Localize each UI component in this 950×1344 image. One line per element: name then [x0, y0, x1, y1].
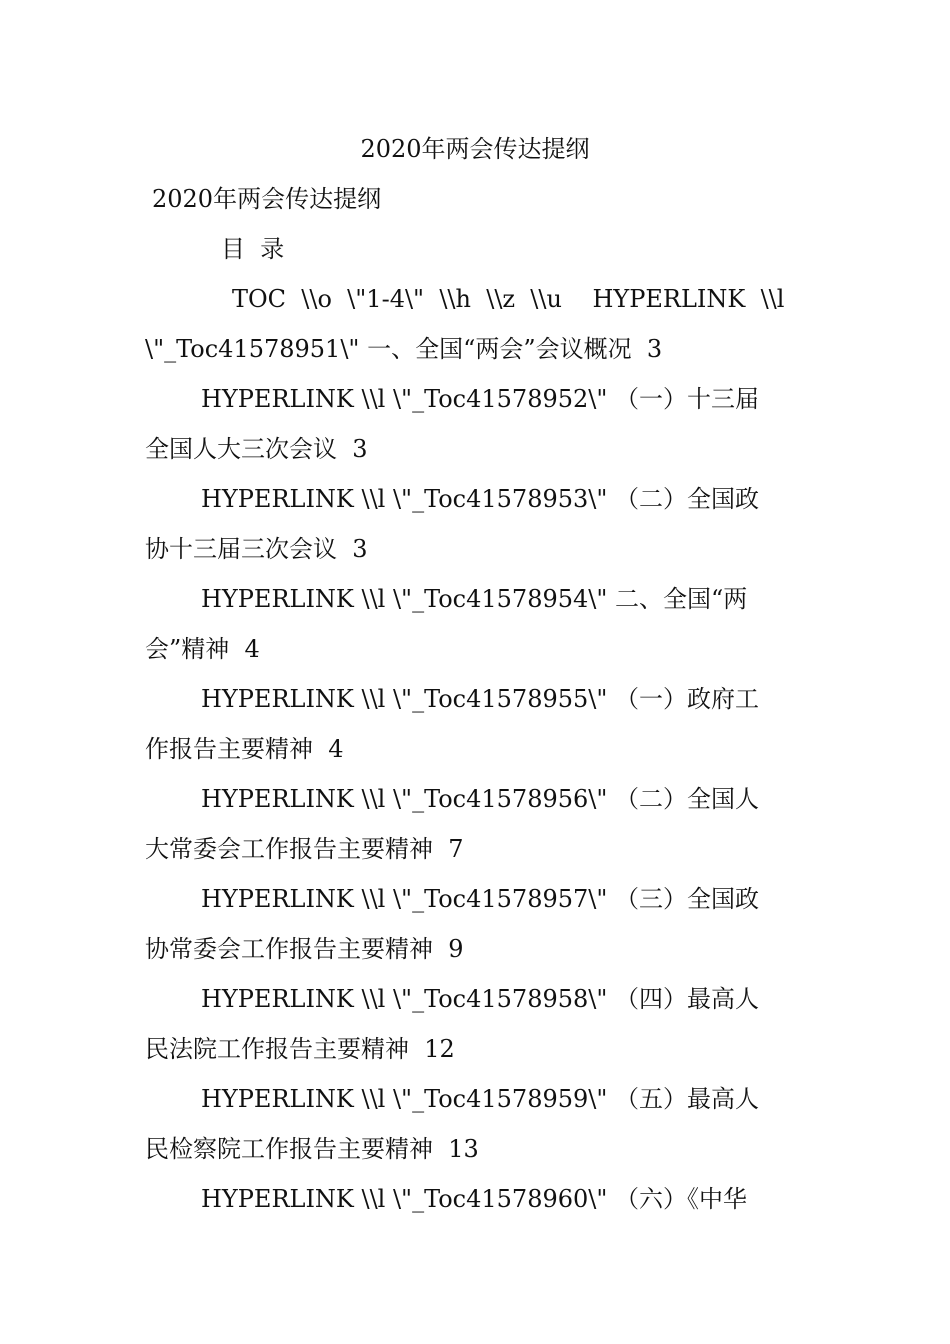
toc-entry-5-cont[interactable]: 作报告主要精神 4 [145, 735, 344, 763]
toc-entry-7-cont[interactable]: 协常委会工作报告主要精神 9 [145, 935, 464, 963]
toc-entry-6[interactable]: HYPERLINK \\l \"_Toc41578956\" （二）全国人 [201, 785, 760, 813]
toc-entry-1-cont[interactable]: \"_Toc41578951\" 一、全国“两会”会议概况 3 [145, 335, 663, 363]
document-title: 2020年两会传达提纲 [360, 135, 590, 163]
toc-entry-3-cont[interactable]: 协十三届三次会议 3 [145, 535, 368, 563]
toc-entry-5[interactable]: HYPERLINK \\l \"_Toc41578955\" （一）政府工 [201, 685, 760, 713]
toc-field-code-line: TOC \\o \"1-4\" \\h \\z \\u HYPERLINK \\l [232, 285, 785, 313]
toc-entry-4-cont[interactable]: 会”精神 4 [145, 635, 260, 663]
toc-entry-8-cont[interactable]: 民法院工作报告主要精神 12 [145, 1035, 455, 1063]
toc-entry-2[interactable]: HYPERLINK \\l \"_Toc41578952\" （一）十三届 [201, 385, 760, 413]
toc-entry-3[interactable]: HYPERLINK \\l \"_Toc41578953\" （二）全国政 [201, 485, 760, 513]
toc-entry-8[interactable]: HYPERLINK \\l \"_Toc41578958\" （四）最高人 [201, 985, 760, 1013]
toc-entry-6-cont[interactable]: 大常委会工作报告主要精神 7 [145, 835, 464, 863]
toc-entry-4[interactable]: HYPERLINK \\l \"_Toc41578954\" 二、全国“两 [201, 585, 748, 613]
toc-entry-7[interactable]: HYPERLINK \\l \"_Toc41578957\" （三）全国政 [201, 885, 760, 913]
toc-entry-2-cont[interactable]: 全国人大三次会议 3 [145, 435, 368, 463]
document-subtitle: 2020年两会传达提纲 [152, 185, 382, 213]
toc-entry-9[interactable]: HYPERLINK \\l \"_Toc41578959\" （五）最高人 [201, 1085, 760, 1113]
toc-entry-9-cont[interactable]: 民检察院工作报告主要精神 13 [145, 1135, 479, 1163]
toc-heading: 目 录 [221, 235, 285, 263]
toc-entry-10[interactable]: HYPERLINK \\l \"_Toc41578960\" （六）《中华 [201, 1185, 748, 1213]
